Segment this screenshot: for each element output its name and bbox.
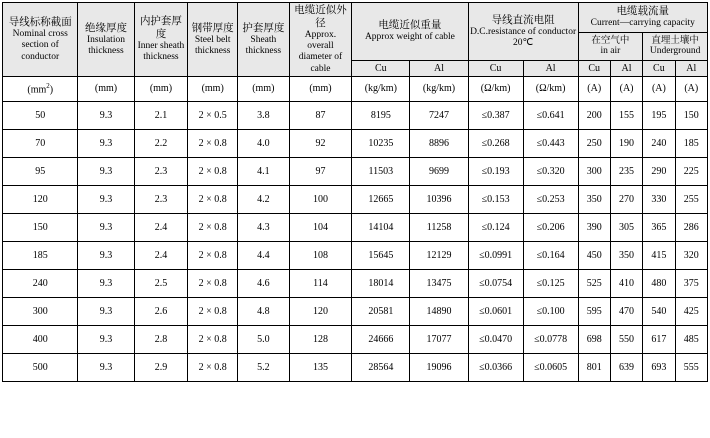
cell-resistance-cu: ≤0.0991 bbox=[468, 242, 523, 270]
cell-sheath-thickness: 4.1 bbox=[237, 158, 289, 186]
unit-sheath-thickness: (mm) bbox=[237, 77, 289, 102]
cell-resistance-cu: ≤0.0366 bbox=[468, 354, 523, 382]
cell-weight-cu: 28564 bbox=[352, 354, 410, 382]
cell-steel-belt-thickness: 2 × 0.8 bbox=[188, 186, 238, 214]
cell-steel-belt-thickness: 2 × 0.8 bbox=[188, 326, 238, 354]
cell-ug-al: 555 bbox=[675, 354, 707, 382]
cell-steel-belt-thickness: 2 × 0.8 bbox=[188, 298, 238, 326]
table-row bbox=[3, 270, 708, 298]
cell-ug-al: 425 bbox=[675, 298, 707, 326]
unit-inner-sheath-thickness: (mm) bbox=[134, 77, 188, 102]
header-weight-cu: Cu bbox=[352, 60, 410, 76]
cell-nominal-cross-section: 500 bbox=[3, 354, 78, 382]
cell-approx-overall-diameter: 108 bbox=[289, 242, 352, 270]
cell-sheath-thickness: 5.2 bbox=[237, 354, 289, 382]
table-row bbox=[3, 214, 708, 242]
header-inner-sheath-thickness-en: Inner sheath thickness bbox=[137, 40, 185, 63]
header-insulation-thickness bbox=[78, 3, 134, 77]
cell-approx-overall-diameter: 92 bbox=[289, 130, 352, 158]
cell-resistance-cu: ≤0.124 bbox=[468, 214, 523, 242]
header-resistance-cu: Cu bbox=[468, 60, 523, 76]
cable-specification-table bbox=[2, 2, 708, 382]
cell-ug-cu: 365 bbox=[643, 214, 675, 242]
unit-resistance-cu: (Ω/km) bbox=[468, 77, 523, 102]
unit-ug-cu: (A) bbox=[643, 77, 675, 102]
cell-ug-cu: 693 bbox=[643, 354, 675, 382]
cell-air-al: 470 bbox=[610, 298, 642, 326]
cell-weight-al: 9699 bbox=[410, 158, 468, 186]
cell-insulation-thickness: 9.3 bbox=[78, 102, 134, 130]
cell-insulation-thickness: 9.3 bbox=[78, 326, 134, 354]
header-approx-weight-en: Approx weight of cable bbox=[364, 32, 455, 43]
cell-sheath-thickness: 4.4 bbox=[237, 242, 289, 270]
header-steel-belt-thickness bbox=[188, 3, 238, 77]
cell-approx-overall-diameter: 120 bbox=[289, 298, 352, 326]
cell-approx-overall-diameter: 128 bbox=[289, 326, 352, 354]
cell-sheath-thickness: 4.8 bbox=[237, 298, 289, 326]
cell-nominal-cross-section: 50 bbox=[3, 102, 78, 130]
cell-sheath-thickness: 4.2 bbox=[237, 186, 289, 214]
cell-ug-al: 255 bbox=[675, 186, 707, 214]
cell-sheath-thickness: 4.6 bbox=[237, 270, 289, 298]
cell-resistance-al: ≤0.320 bbox=[523, 158, 578, 186]
cell-inner-sheath-thickness: 2.5 bbox=[134, 270, 188, 298]
cell-inner-sheath-thickness: 2.6 bbox=[134, 298, 188, 326]
header-current-carrying-capacity bbox=[578, 3, 707, 33]
cell-approx-overall-diameter: 104 bbox=[289, 214, 352, 242]
table-row bbox=[3, 326, 708, 354]
cell-ug-cu: 330 bbox=[643, 186, 675, 214]
cell-resistance-al: ≤0.125 bbox=[523, 270, 578, 298]
table-row bbox=[3, 102, 708, 130]
unit-air-cu: (A) bbox=[578, 77, 610, 102]
header-nominal-cross-section-en: Nominal cross section of conductor bbox=[12, 28, 68, 62]
table-row bbox=[3, 186, 708, 214]
header-in-air-en: in air bbox=[600, 46, 621, 57]
cell-air-cu: 595 bbox=[578, 298, 610, 326]
cell-inner-sheath-thickness: 2.2 bbox=[134, 130, 188, 158]
cell-ug-al: 286 bbox=[675, 214, 707, 242]
cell-air-al: 305 bbox=[610, 214, 642, 242]
header-inner-sheath-thickness-cn: 内护套厚度 bbox=[139, 15, 182, 41]
cell-sheath-thickness: 3.8 bbox=[237, 102, 289, 130]
unit-row bbox=[3, 77, 708, 102]
cell-air-al: 155 bbox=[610, 102, 642, 130]
table-row bbox=[3, 158, 708, 186]
cell-inner-sheath-thickness: 2.4 bbox=[134, 242, 188, 270]
cell-resistance-al: ≤0.443 bbox=[523, 130, 578, 158]
cell-insulation-thickness: 9.3 bbox=[78, 298, 134, 326]
cell-resistance-cu: ≤0.0601 bbox=[468, 298, 523, 326]
header-approx-overall-diameter-en: Approx. overall diameter of cable bbox=[298, 29, 343, 74]
cell-ug-al: 375 bbox=[675, 270, 707, 298]
header-row-main bbox=[3, 3, 708, 33]
header-weight-al: Al bbox=[410, 60, 468, 76]
cell-sheath-thickness: 5.0 bbox=[237, 326, 289, 354]
cell-nominal-cross-section: 240 bbox=[3, 270, 78, 298]
cell-inner-sheath-thickness: 2.3 bbox=[134, 158, 188, 186]
cell-approx-overall-diameter: 114 bbox=[289, 270, 352, 298]
header-sheath-thickness bbox=[237, 3, 289, 77]
cell-weight-cu: 12665 bbox=[352, 186, 410, 214]
header-dc-resistance-cn: 导线直流电阻 bbox=[491, 13, 555, 26]
cell-ug-cu: 415 bbox=[643, 242, 675, 270]
cell-ug-al: 225 bbox=[675, 158, 707, 186]
cell-air-cu: 200 bbox=[578, 102, 610, 130]
unit-nominal-cross-section: $(mm^2)$ bbox=[3, 77, 78, 102]
header-underground-cn: 直埋土壤中 bbox=[651, 34, 699, 46]
cell-nominal-cross-section: 120 bbox=[3, 186, 78, 214]
cell-weight-al: 10396 bbox=[410, 186, 468, 214]
unit-steel-belt-thickness: (mm) bbox=[188, 77, 238, 102]
header-in-air bbox=[578, 32, 643, 60]
cell-resistance-cu: ≤0.153 bbox=[468, 186, 523, 214]
cell-ug-cu: 540 bbox=[643, 298, 675, 326]
cell-resistance-al: ≤0.206 bbox=[523, 214, 578, 242]
cell-resistance-al: ≤0.100 bbox=[523, 298, 578, 326]
cell-inner-sheath-thickness: 2.9 bbox=[134, 354, 188, 382]
cell-insulation-thickness: 9.3 bbox=[78, 186, 134, 214]
cell-inner-sheath-thickness: 2.1 bbox=[134, 102, 188, 130]
cell-nominal-cross-section: 70 bbox=[3, 130, 78, 158]
cell-nominal-cross-section: 400 bbox=[3, 326, 78, 354]
cell-weight-al: 19096 bbox=[410, 354, 468, 382]
cell-resistance-cu: ≤0.193 bbox=[468, 158, 523, 186]
cell-resistance-al: ≤0.641 bbox=[523, 102, 578, 130]
header-approx-overall-diameter-cn: 电缆近似外径 bbox=[294, 4, 347, 29]
cell-ug-al: 320 bbox=[675, 242, 707, 270]
unit-resistance-al: (Ω/km) bbox=[523, 77, 578, 102]
cell-weight-cu: 18014 bbox=[352, 270, 410, 298]
cell-air-al: 639 bbox=[610, 354, 642, 382]
header-approx-weight-cn: 电缆近似重量 bbox=[378, 19, 442, 32]
cell-nominal-cross-section: 300 bbox=[3, 298, 78, 326]
cell-resistance-cu: ≤0.0754 bbox=[468, 270, 523, 298]
unit-air-al: (A) bbox=[610, 77, 642, 102]
cell-air-cu: 390 bbox=[578, 214, 610, 242]
cell-weight-al: 8896 bbox=[410, 130, 468, 158]
header-sheath-thickness-cn: 护套厚度 bbox=[242, 21, 285, 34]
header-ug-al: Al bbox=[675, 60, 707, 76]
cell-air-al: 190 bbox=[610, 130, 642, 158]
header-air-cu: Cu bbox=[578, 60, 610, 76]
cell-resistance-cu: ≤0.0470 bbox=[468, 326, 523, 354]
cell-steel-belt-thickness: 2 × 0.8 bbox=[188, 130, 238, 158]
cell-insulation-thickness: 9.3 bbox=[78, 354, 134, 382]
header-steel-belt-thickness-en: Steel belt thickness bbox=[194, 34, 231, 56]
cell-approx-overall-diameter: 135 bbox=[289, 354, 352, 382]
cell-ug-cu: 617 bbox=[643, 326, 675, 354]
cell-sheath-thickness: 4.3 bbox=[237, 214, 289, 242]
header-nominal-cross-section bbox=[3, 3, 78, 77]
cell-resistance-al: ≤0.164 bbox=[523, 242, 578, 270]
cell-insulation-thickness: 9.3 bbox=[78, 158, 134, 186]
unit-approx-overall-diameter: (mm) bbox=[289, 77, 352, 102]
cell-weight-al: 12129 bbox=[410, 242, 468, 270]
unit-ug-al: (A) bbox=[675, 77, 707, 102]
cell-ug-al: 485 bbox=[675, 326, 707, 354]
header-resistance-al: Al bbox=[523, 60, 578, 76]
table-row bbox=[3, 130, 708, 158]
cell-nominal-cross-section: 150 bbox=[3, 214, 78, 242]
cell-weight-cu: 11503 bbox=[352, 158, 410, 186]
cell-weight-cu: 14104 bbox=[352, 214, 410, 242]
cell-air-al: 550 bbox=[610, 326, 642, 354]
cell-steel-belt-thickness: 2 × 0.8 bbox=[188, 214, 238, 242]
table-row bbox=[3, 354, 708, 382]
cell-air-cu: 300 bbox=[578, 158, 610, 186]
cell-air-al: 350 bbox=[610, 242, 642, 270]
cell-air-al: 410 bbox=[610, 270, 642, 298]
cell-steel-belt-thickness: 2 × 0.8 bbox=[188, 354, 238, 382]
cell-approx-overall-diameter: 97 bbox=[289, 158, 352, 186]
table-row bbox=[3, 298, 708, 326]
unit-insulation-thickness: (mm) bbox=[78, 77, 134, 102]
header-current-carrying-capacity-cn: 电缆载流量 bbox=[616, 5, 670, 18]
cell-ug-al: 150 bbox=[675, 102, 707, 130]
table-body bbox=[3, 77, 708, 382]
cell-resistance-al: ≤0.0778 bbox=[523, 326, 578, 354]
header-steel-belt-thickness-cn: 钢带厚度 bbox=[191, 21, 234, 34]
cell-insulation-thickness: 9.3 bbox=[78, 214, 134, 242]
cell-resistance-al: ≤0.0605 bbox=[523, 354, 578, 382]
cell-ug-cu: 290 bbox=[643, 158, 675, 186]
cell-weight-cu: 8195 bbox=[352, 102, 410, 130]
table-header bbox=[3, 3, 708, 77]
header-ug-cu: Cu bbox=[643, 60, 675, 76]
cell-ug-cu: 195 bbox=[643, 102, 675, 130]
unit-weight-cu: (kg/km) bbox=[352, 77, 410, 102]
header-insulation-thickness-en: Insulation thickness bbox=[86, 34, 125, 56]
header-dc-resistance-en: D.C.resistance of conductor 20℃ bbox=[470, 26, 577, 48]
header-approx-overall-diameter bbox=[289, 3, 352, 77]
header-inner-sheath-thickness bbox=[134, 3, 188, 77]
cell-ug-cu: 240 bbox=[643, 130, 675, 158]
cell-sheath-thickness: 4.0 bbox=[237, 130, 289, 158]
cell-resistance-al: ≤0.253 bbox=[523, 186, 578, 214]
cell-weight-al: 11258 bbox=[410, 214, 468, 242]
cell-air-al: 270 bbox=[610, 186, 642, 214]
header-sheath-thickness-en: Sheath thickness bbox=[245, 34, 282, 56]
cell-air-cu: 525 bbox=[578, 270, 610, 298]
cell-weight-al: 17077 bbox=[410, 326, 468, 354]
cell-insulation-thickness: 9.3 bbox=[78, 242, 134, 270]
cell-air-cu: 250 bbox=[578, 130, 610, 158]
cell-weight-cu: 20581 bbox=[352, 298, 410, 326]
cell-approx-overall-diameter: 87 bbox=[289, 102, 352, 130]
cell-insulation-thickness: 9.3 bbox=[78, 130, 134, 158]
cell-resistance-cu: ≤0.387 bbox=[468, 102, 523, 130]
cell-approx-overall-diameter: 100 bbox=[289, 186, 352, 214]
cell-weight-al: 13475 bbox=[410, 270, 468, 298]
cell-weight-al: 14890 bbox=[410, 298, 468, 326]
cell-air-cu: 801 bbox=[578, 354, 610, 382]
header-in-air-cn: 在空气中 bbox=[591, 34, 630, 46]
cell-inner-sheath-thickness: 2.8 bbox=[134, 326, 188, 354]
spec-sheet bbox=[0, 2, 710, 438]
cell-resistance-cu: ≤0.268 bbox=[468, 130, 523, 158]
cell-weight-cu: 10235 bbox=[352, 130, 410, 158]
cell-inner-sheath-thickness: 2.4 bbox=[134, 214, 188, 242]
cell-ug-cu: 480 bbox=[643, 270, 675, 298]
cell-air-cu: 450 bbox=[578, 242, 610, 270]
header-underground bbox=[643, 32, 708, 60]
cell-air-cu: 698 bbox=[578, 326, 610, 354]
header-dc-resistance bbox=[468, 3, 578, 61]
cell-air-cu: 350 bbox=[578, 186, 610, 214]
header-underground-en: Underground bbox=[649, 46, 701, 57]
cell-air-al: 235 bbox=[610, 158, 642, 186]
cell-weight-cu: 24666 bbox=[352, 326, 410, 354]
cell-ug-al: 185 bbox=[675, 130, 707, 158]
header-approx-weight bbox=[352, 3, 468, 61]
cell-weight-cu: 15645 bbox=[352, 242, 410, 270]
header-insulation-thickness-cn: 绝缘厚度 bbox=[84, 21, 127, 34]
cell-insulation-thickness: 9.3 bbox=[78, 270, 134, 298]
header-air-al: Al bbox=[610, 60, 642, 76]
header-nominal-cross-section-cn: 导线标称截面 bbox=[8, 16, 72, 29]
header-current-carrying-capacity-en: Current—carrying capacity bbox=[590, 18, 695, 29]
unit-weight-al: (kg/km) bbox=[410, 77, 468, 102]
cell-nominal-cross-section: 185 bbox=[3, 242, 78, 270]
cell-steel-belt-thickness: 2 × 0.8 bbox=[188, 270, 238, 298]
cell-steel-belt-thickness: 2 × 0.8 bbox=[188, 242, 238, 270]
cell-nominal-cross-section: 95 bbox=[3, 158, 78, 186]
cell-steel-belt-thickness: 2 × 0.5 bbox=[188, 102, 238, 130]
table-row bbox=[3, 242, 708, 270]
cell-inner-sheath-thickness: 2.3 bbox=[134, 186, 188, 214]
cell-weight-al: 7247 bbox=[410, 102, 468, 130]
cell-steel-belt-thickness: 2 × 0.8 bbox=[188, 158, 238, 186]
